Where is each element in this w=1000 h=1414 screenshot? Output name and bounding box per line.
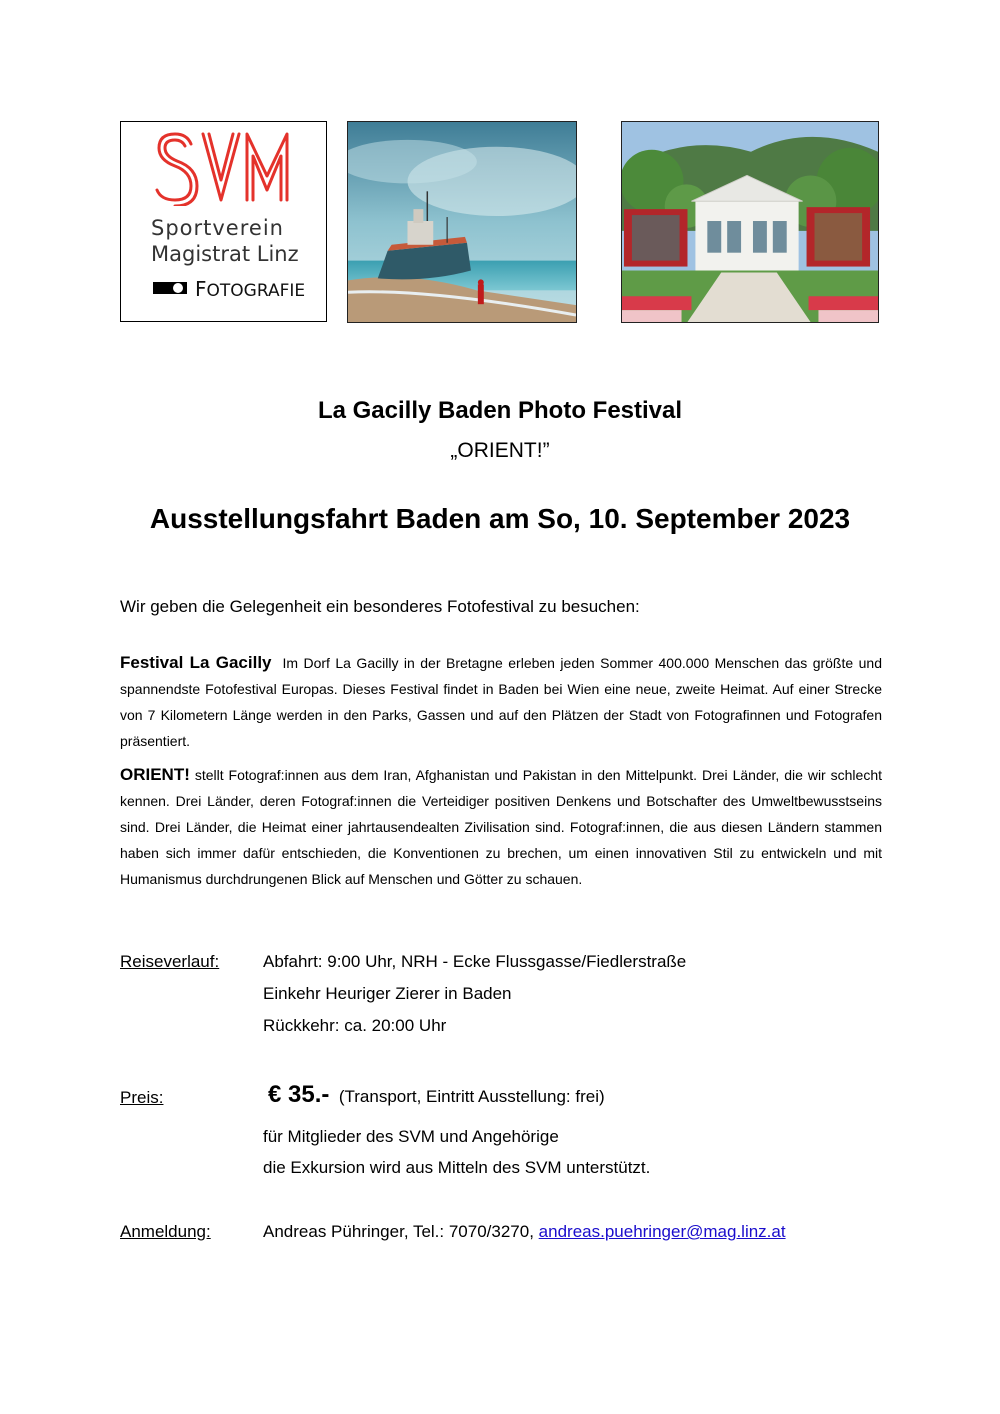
anmeldung-label: Anmeldung: [120, 1222, 211, 1241]
intro-text: Wir geben die Gelegenheit ein besonderes Fotofestival zu besuchen: [120, 597, 640, 616]
festival-text: Im Dorf La Gacilly in der Bretagne erleben jeden Sommer 400.000 Menschen das größte und spannendste Fotofestival Europas. Dieses Festival findet in Baden bei Wien eine neue, zweite Heimat. Auf einer Strecke von 7 Kilometern Länge werden in den Parks, Gassen und auf den Plätzen der Stadt von Fotografinnen und Fotografen präsentiert. [120, 655, 882, 749]
festival-title: La Gacilly Baden Photo Festival [317, 397, 683, 424]
logo-fotografie-rest: OTOGRAFIE [206, 281, 306, 301]
orient-paragraph [120, 762, 882, 892]
preis-line [268, 1081, 605, 1109]
logo-fotografie [195, 277, 305, 301]
svm-logo [120, 121, 327, 322]
festival-lead: Festival La Gacilly [120, 653, 272, 672]
reise-line-einkehr: Einkehr Heuriger Zierer in Baden [263, 984, 512, 1003]
reise-line-abfahrt: Abfahrt: 9:00 Uhr, NRH - Ecke Flussgasse/Fiedlerstraße [263, 952, 687, 971]
anmeldung-contact: Andreas Pühringer, Tel.: 7070/3270, [263, 1222, 534, 1241]
logo-line-magistrat: Magistrat Linz [151, 242, 299, 266]
logo-line-sportverein: Sportverein [151, 216, 284, 240]
orient-lead: ORIENT! [120, 765, 190, 784]
orient-text: stellt Fotograf:innen aus dem Iran, Afghanistan und Pakistan in den Mittelpunkt. Drei Länder, die wir schlecht kennen. Drei Länder, deren Fotograf:innen die Verteidiger positiven Denkens und Botschafter des Umweltbewusstseins sind. Drei Länder, die Heimat einer jahrtausendealten Zivilisation sind. Fotograf:innen, die aus diesen Ländern stammen haben sich immer dafür entschieden, die Konventionen zu brechen, um einen innovativen Stil zu entwickeln und mit Humanismus durchdrungenen Blick auf Menschen und Götter zu schauen. [120, 767, 883, 887]
preis-support: die Exkursion wird aus Mitteln des SVM unterstützt. [263, 1158, 651, 1177]
preis-label: Preis: [120, 1088, 164, 1107]
camera-icon [153, 282, 187, 294]
logo-fotografie-first: F [195, 277, 207, 301]
anmeldung-line [263, 1222, 786, 1242]
ship-beach-photo [347, 121, 577, 323]
preis-members: für Mitglieder des SVM und Angehörige [263, 1127, 559, 1146]
reise-line-rueckkehr: Rückkehr: ca. 20:00 Uhr [263, 1016, 447, 1035]
price-note: (Transport, Eintritt Ausstellung: frei) [338, 1087, 605, 1106]
festival-subtitle: „ORIENT!” [450, 439, 550, 462]
reise-label: Reiseverlauf: [120, 952, 220, 971]
svm-logo-mark [149, 128, 299, 206]
trip-headline: Ausstellungsfahrt Baden am So, 10. September 2023 [149, 503, 851, 534]
festival-paragraph [120, 650, 882, 754]
pavilion-park-photo [621, 121, 879, 323]
price-amount: € 35.- [268, 1081, 330, 1108]
anmeldung-email-link[interactable]: andreas.puehringer@mag.linz.at [538, 1222, 786, 1241]
